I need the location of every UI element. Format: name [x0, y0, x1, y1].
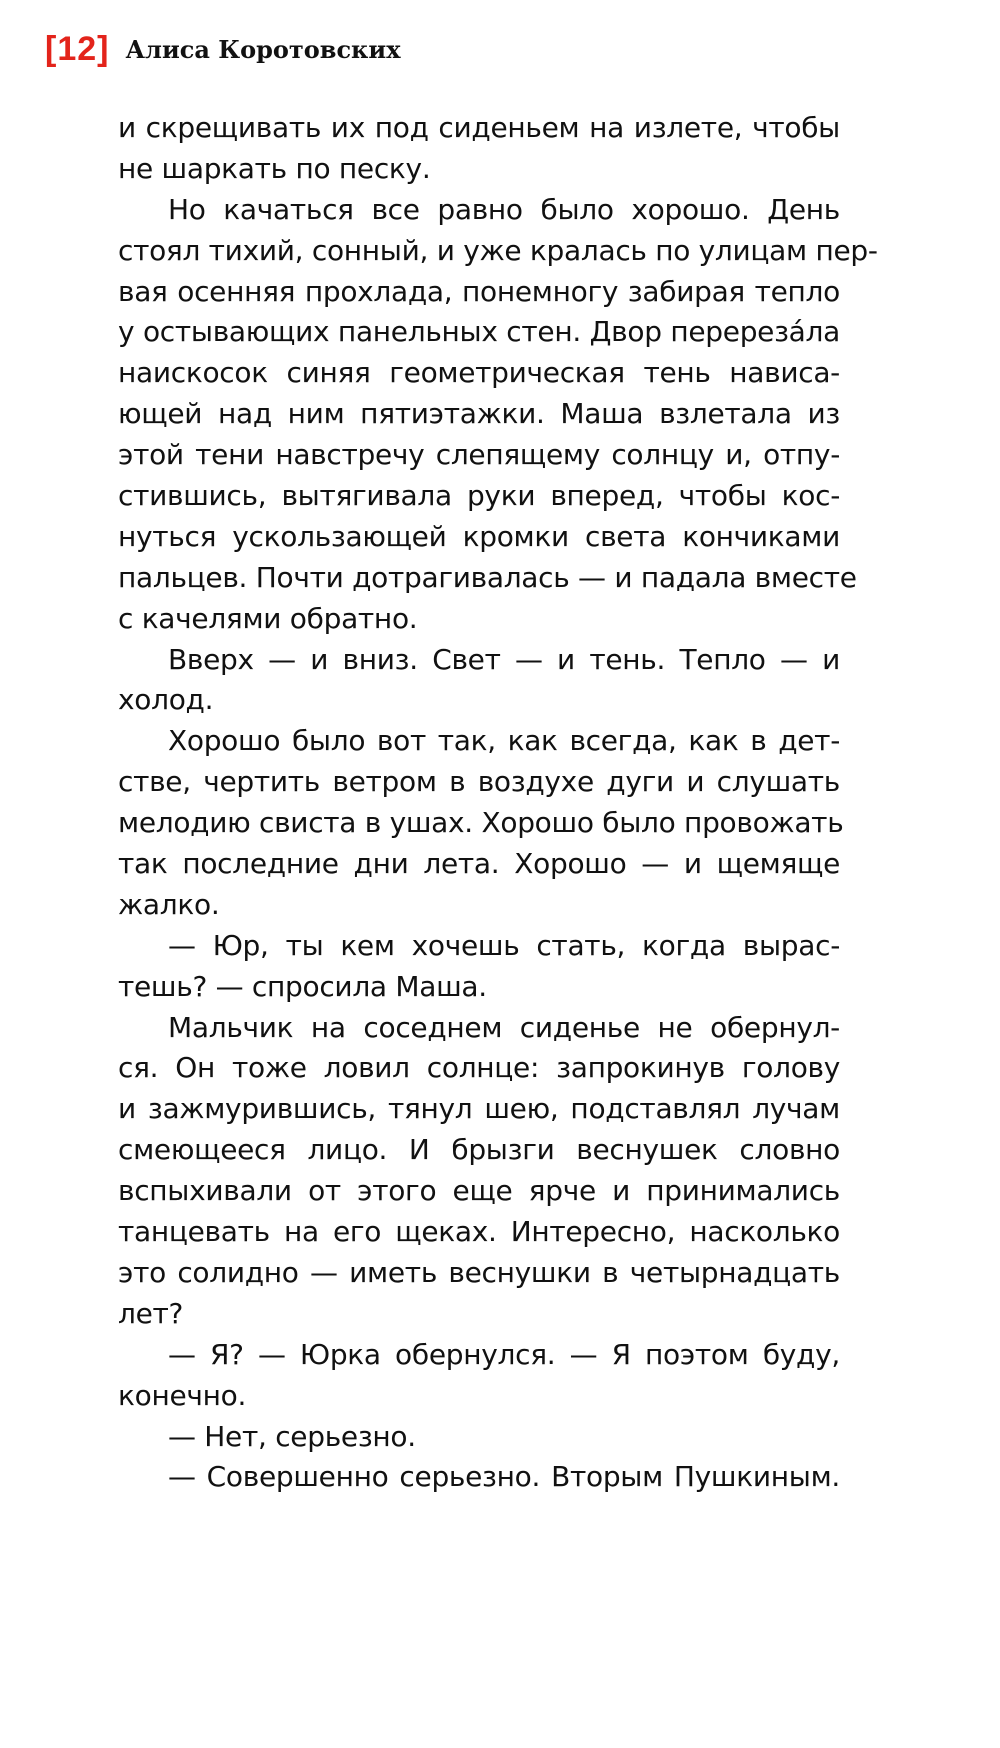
text-line: наискосок синяя геометрическая тень нависа-	[118, 356, 840, 390]
text-line: — Нет, серьезно.	[168, 1419, 416, 1453]
text-line: нуться ускользающей кромки света кончиками	[118, 519, 840, 553]
text-line: это солидно — иметь веснушки в четырнадцать	[118, 1255, 840, 1289]
author-name: Алиса Коротовских	[125, 35, 401, 64]
text-line: стоял тихий, сонный, и уже кралась по улицам пер-	[118, 233, 878, 267]
text-line: не шаркать по песку.	[118, 151, 431, 185]
text-line: Хорошо было вот так, как всегда, как в дет-	[168, 724, 840, 758]
text-line: жалко.	[118, 887, 220, 921]
text-line: — Я? — Юрка обернулся. — Я поэтом буду,	[168, 1337, 840, 1371]
text-line: этой тени навстречу слепящему солнцу и, отпу-	[118, 438, 840, 472]
text-line: Но качаться все равно было хорошо. День	[168, 192, 840, 226]
page-body-text	[118, 108, 878, 1498]
text-line: — Юр, ты кем хочешь стать, когда вырас-	[168, 928, 840, 962]
text-line: пальцев. Почти дотрагивалась — и падала вместе	[118, 560, 857, 594]
text-line: ся. Он тоже ловил солнце: запрокинув голову	[118, 1051, 840, 1085]
text-line: тешь? — спросила Маша.	[118, 969, 487, 1003]
text-line: холод.	[118, 683, 214, 717]
text-line: стве, чертить ветром в воздухе дуги и слушать	[118, 765, 840, 799]
page-number: [12]	[45, 30, 110, 68]
text-line: лет?	[118, 1296, 184, 1330]
text-line: у остывающих панельных стен. Двор перереза́ла	[118, 315, 840, 349]
text-line: вспыхивали от этого еще ярче и принимались	[118, 1174, 840, 1208]
text-line: мелодию свиста в ушах. Хорошо было провожать	[118, 806, 844, 840]
text-line: конечно.	[118, 1378, 247, 1412]
text-line: стившись, вытягивала руки вперед, чтобы кос-	[118, 479, 840, 513]
text-line: танцевать на его щеках. Интересно, насколько	[118, 1215, 840, 1249]
text-line: — Совершенно серьезно. Вторым Пушкиным.	[168, 1460, 840, 1494]
text-line: вая осенняя прохлада, понемногу забирая тепло	[118, 274, 840, 308]
text-line: смеющееся лицо. И брызги веснушек словно	[118, 1133, 840, 1167]
text-line: и зажмурившись, тянул шею, подставлял лучам	[118, 1092, 840, 1126]
text-line: с качелями обратно.	[118, 601, 418, 635]
text-line: и скрещивать их под сиденьем на излете, чтобы	[118, 111, 840, 144]
text-line: так последние дни лета. Хорошо — и щемяще	[118, 847, 840, 881]
text-line: Вверх — и вниз. Свет — и тень. Тепло — и	[168, 642, 840, 676]
running-header	[45, 30, 401, 69]
text-line: ющей над ним пятиэтажки. Маша взлетала из	[118, 397, 840, 431]
text-line: Мальчик на соседнем сиденье не обернул-	[168, 1010, 840, 1044]
